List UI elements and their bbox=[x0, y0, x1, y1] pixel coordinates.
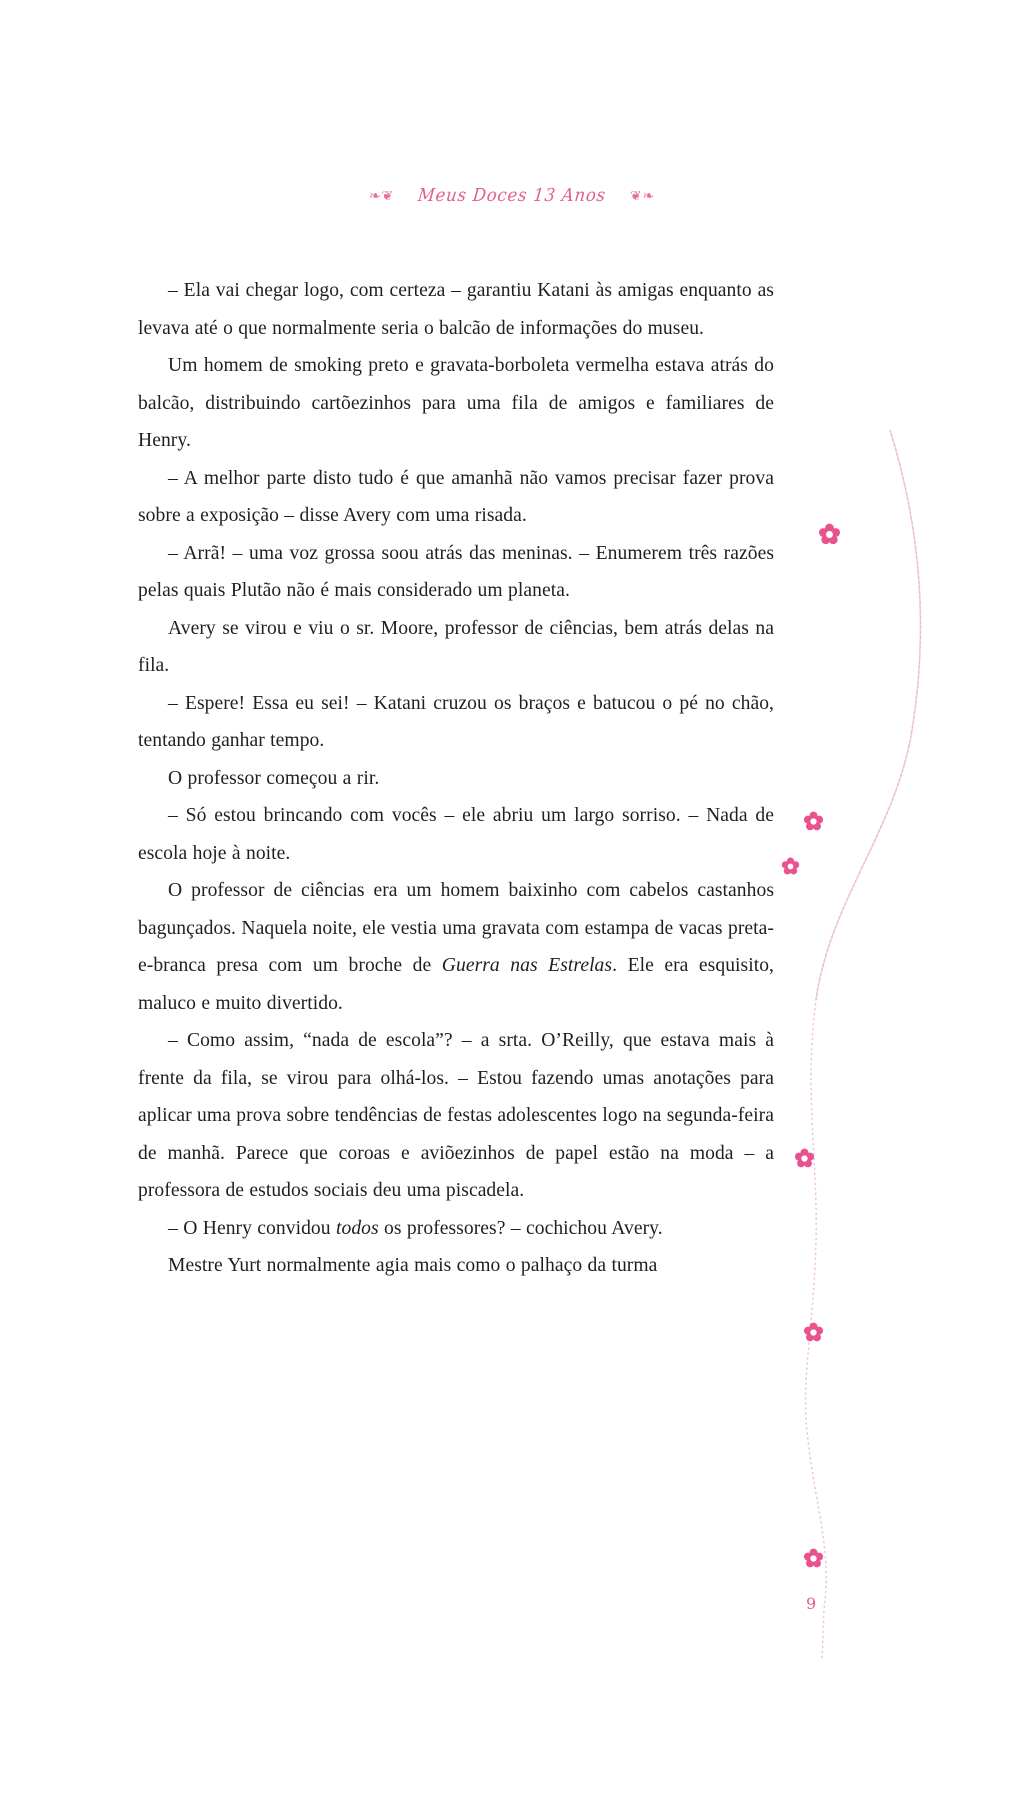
paragraph: – A melhor parte disto tudo é que amanhã não vamos precisar fazer prova sobre a exposição – disse Avery com uma risada. bbox=[138, 467, 774, 526]
paragraph bbox=[138, 1210, 774, 1248]
paragraph bbox=[138, 872, 774, 1022]
paragraph-text-before-emphasis: – O Henry convidou bbox=[168, 1217, 336, 1239]
ornament-right-icon: ❦❧ bbox=[629, 188, 655, 203]
flower-ornament-icon bbox=[803, 811, 824, 832]
paragraph: – Espere! Essa eu sei! – Katani cruzou os braços e batucou o pé no chão, tentando ganhar tempo. bbox=[138, 692, 774, 751]
paragraph-text-after-title: . Ele era esquisito, maluco e muito divertido. bbox=[138, 955, 775, 1014]
paragraph: Mestre Yurt normalmente agia mais como o palhaço da turma bbox=[168, 1255, 658, 1276]
paragraph: – Como assim, “nada de escola”? – a srta. O’Reilly, que estava mais à frente da fila, se virou para olhá-los. – Estou fazendo umas anotações para aplicar uma prova sobre tendências de festas adolescentes logo na segunda-feira de manhã. Parece que coroas e aviõezinhos de papel estão na moda – a professora de estudos sociais deu uma piscadela. bbox=[138, 1030, 774, 1201]
flower-ornament-icon bbox=[794, 1148, 815, 1169]
flower-ornament-icon bbox=[818, 523, 841, 546]
paragraph: – Ela vai chegar logo, com certeza – garantiu Katani às amigas enquanto as levava até o que normalmente seria o balcão de informações do museu. bbox=[138, 280, 774, 339]
paragraph: O professor começou a rir. bbox=[168, 767, 380, 789]
paragraph-text-before-title: O professor de ciências era um homem baixinho com cabelos castanhos bagunçados. Naquela noite, ele vestia uma gravata com estampa de vacas preta-e-branca presa com um broche de bbox=[138, 880, 774, 976]
paragraph: Um homem de smoking preto e gravata-borboleta vermelha estava atrás do balcão, distribuindo cartõezinhos para uma fila de amigos e familiares de Henry. bbox=[138, 355, 774, 451]
flower-ornament-icon bbox=[803, 1322, 824, 1343]
vine-decoration-icon bbox=[790, 430, 1024, 1660]
book-title-italic: Guerra nas Estrelas bbox=[441, 955, 613, 976]
paragraph: – Arrã! – uma voz grossa soou atrás das meninas. – Enumerem três razões pelas quais Plutão não é mais considerado um planeta. bbox=[138, 542, 774, 601]
running-head bbox=[0, 186, 1024, 206]
paragraph: Avery se virou e viu o sr. Moore, professor de ciências, bem atrás delas na fila. bbox=[138, 617, 774, 676]
flower-ornament-icon bbox=[781, 857, 800, 876]
emphasis-italic: todos bbox=[335, 1217, 379, 1239]
paragraph: – Só estou brincando com vocês – ele abriu um largo sorriso. – Nada de escola hoje à noite. bbox=[138, 805, 774, 864]
body-text-column bbox=[138, 272, 774, 1285]
flower-ornament-icon bbox=[803, 1548, 824, 1569]
running-head-title: Meus Doces 13 Anos bbox=[416, 185, 608, 207]
page-number: 9 bbox=[806, 1594, 817, 1613]
paragraph-text-after-emphasis: os professores? – cochichou Avery. bbox=[378, 1217, 663, 1239]
ornament-left-icon: ❧❦ bbox=[369, 188, 395, 203]
